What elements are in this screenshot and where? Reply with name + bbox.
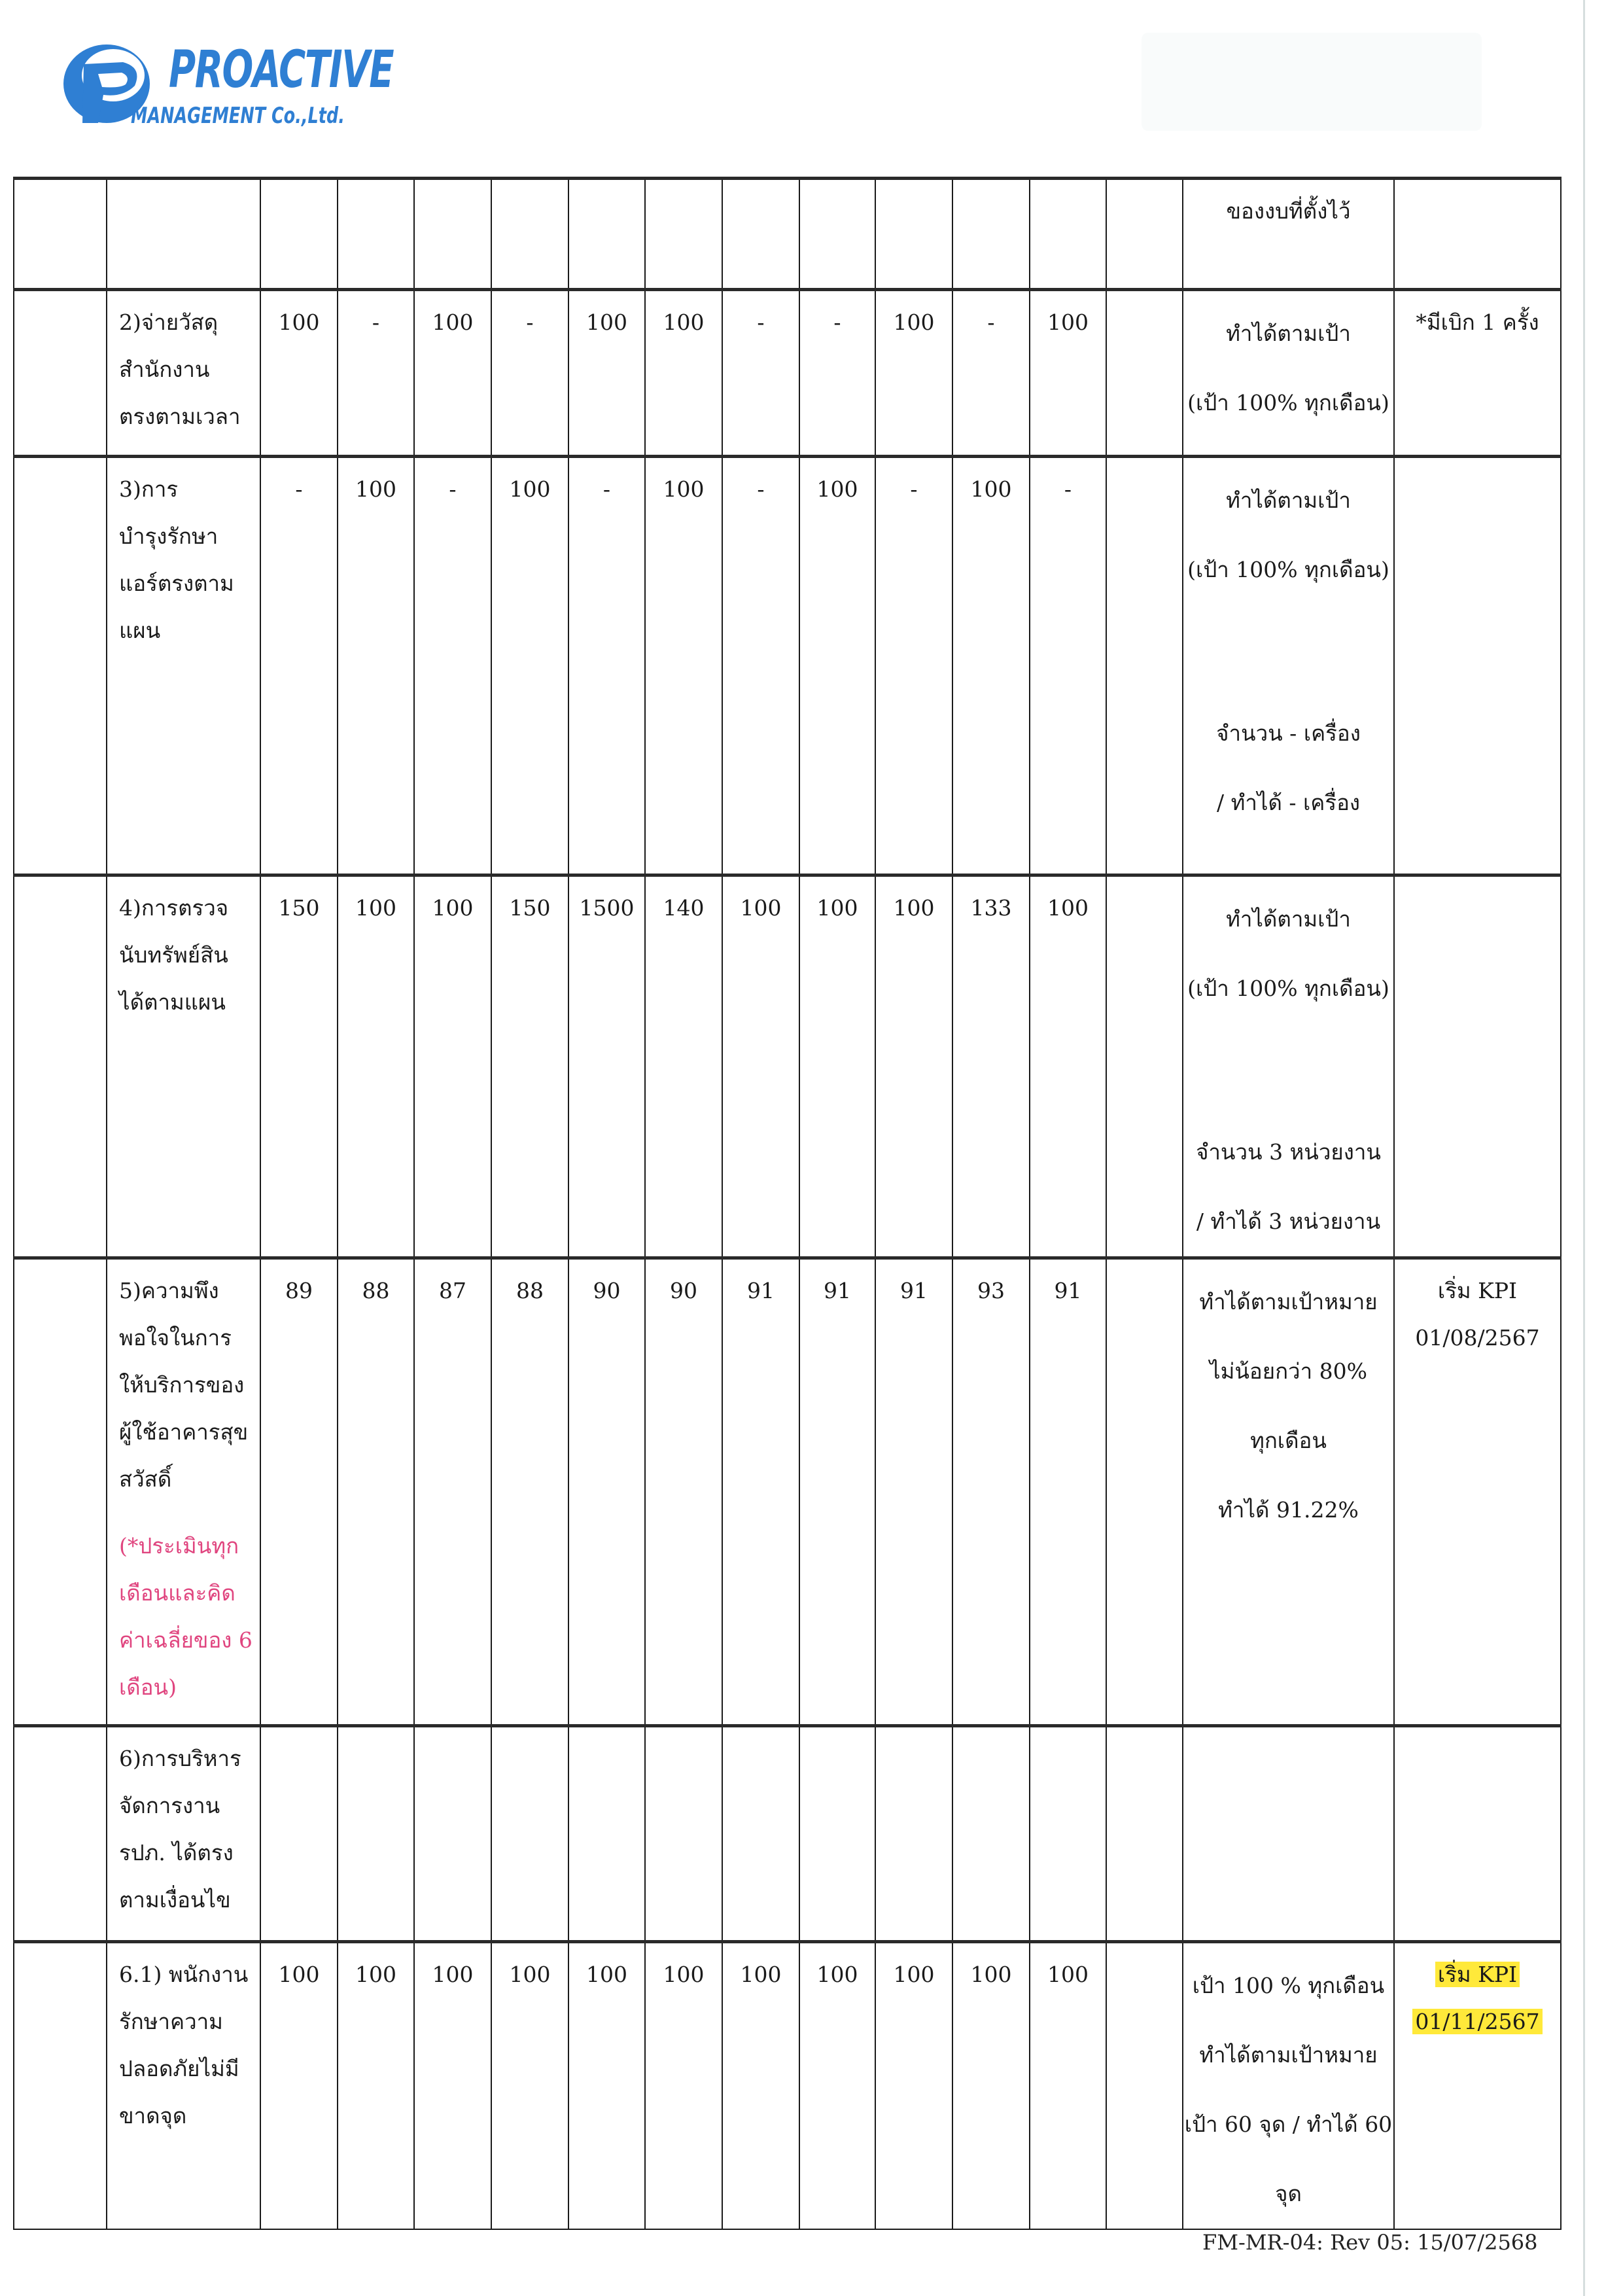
month-value-cell: -	[260, 457, 338, 875]
month-value-cell: 100	[952, 457, 1030, 875]
month-value-cell: 100	[875, 875, 952, 1258]
month-value-cell: 100	[568, 1942, 645, 2230]
month-value-cell	[722, 1726, 799, 1942]
remark-text: 01/08/2567	[1415, 1325, 1540, 1351]
month-value-cell: -	[722, 457, 799, 875]
kpi-description-line: ขาดจุด	[119, 2103, 187, 2128]
extra-cell	[1106, 290, 1183, 457]
kpi-description-line: 6.1) พนักงาน	[119, 1962, 249, 1987]
table-row	[14, 1258, 1561, 1726]
extra-cell	[1106, 1258, 1183, 1726]
remark-line	[1395, 1267, 1560, 1315]
kpi-description-line: ปลอดภัยไม่มี	[119, 2056, 239, 2081]
company-logo	[58, 31, 424, 130]
logo-subtitle: MANAGEMENT Co.,Ltd.	[131, 103, 345, 129]
result-cell	[1183, 1726, 1394, 1942]
month-value-cell: 90	[568, 1258, 645, 1726]
month-value-cell: 150	[260, 875, 338, 1258]
category-cell	[14, 457, 107, 875]
kpi-evaluation-note-line: เดือนและคิด	[119, 1580, 236, 1606]
month-value-cell: 87	[414, 1258, 491, 1726]
kpi-description-line: รปภ. ได้ตรง	[119, 1840, 234, 1865]
month-value-cell: 100	[414, 1942, 491, 2230]
result-count-line: / ทำได้ 3 หน่วยงาน	[1196, 1209, 1381, 1234]
kpi-description-cell	[107, 457, 260, 875]
logo-title: PROACTIVE	[169, 41, 394, 99]
month-value-cell	[491, 179, 568, 290]
month-value-cell	[799, 1726, 875, 1942]
kpi-description-line: สำนักงาน	[119, 357, 210, 382]
result-line: ทุกเดือน	[1250, 1428, 1327, 1453]
month-value-cell: 91	[875, 1258, 952, 1726]
month-value-cell: -	[414, 457, 491, 875]
kpi-description-line: นับทรัพย์สิน	[119, 942, 228, 968]
month-value-cell	[1030, 179, 1106, 290]
result-line: ทำได้ตามเป้าหมาย	[1199, 1289, 1378, 1315]
result-cell	[1183, 457, 1394, 875]
month-value-cell: 100	[414, 290, 491, 457]
month-value-cell: -	[722, 290, 799, 457]
month-value-cell	[645, 1726, 722, 1942]
month-value-cell: -	[799, 290, 875, 457]
month-value-cell	[260, 179, 338, 290]
month-value-cell: 100	[414, 875, 491, 1258]
remark-line	[1395, 1951, 1560, 1998]
note-cell	[1394, 179, 1561, 290]
month-value-cell	[722, 179, 799, 290]
month-value-cell: -	[875, 457, 952, 875]
kpi-description-line: 2)จ่ายวัสดุ	[119, 309, 218, 335]
month-value-cell: 100	[338, 1942, 414, 2230]
kpi-evaluation-note-line: ค่าเฉลี่ยของ 6	[119, 1627, 253, 1653]
result-line: (เป้า 100% ทุกเดือน)	[1187, 976, 1389, 1001]
result-line: (เป้า 100% ทุกเดือน)	[1187, 557, 1389, 582]
month-value-cell: 89	[260, 1258, 338, 1726]
extra-cell	[1106, 1942, 1183, 2230]
month-value-cell: 91	[722, 1258, 799, 1726]
kpi-description-line: ได้ตามแผน	[119, 989, 226, 1015]
month-value-cell	[875, 1726, 952, 1942]
month-value-cell: 100	[260, 1942, 338, 2230]
result-line: เป้า 100 % ทุกเดือน	[1192, 1973, 1385, 1998]
extra-cell	[1106, 457, 1183, 875]
month-value-cell: 100	[875, 290, 952, 457]
kpi-description-cell	[107, 1942, 260, 2230]
month-value-cell: -	[1030, 457, 1106, 875]
month-value-cell: 88	[491, 1258, 568, 1726]
kpi-description-line: 5)ความพึง	[119, 1278, 219, 1303]
remark-cell	[1394, 875, 1561, 1258]
kpi-description-line: พอใจในการ	[119, 1325, 232, 1351]
month-value-cell	[952, 179, 1030, 290]
kpi-description-line: ให้บริการของ	[119, 1372, 245, 1398]
result-count-line: จำนวน - เครื่อง	[1216, 720, 1361, 746]
month-value-cell: 100	[1030, 290, 1106, 457]
result-line: ไม่น้อยกว่า 80%	[1210, 1358, 1367, 1384]
result-cell	[1183, 1258, 1394, 1726]
remark-line	[1395, 1315, 1560, 1362]
highlighted-remark-text: 01/11/2567	[1412, 2009, 1542, 2034]
category-cell	[14, 875, 107, 1258]
month-value-cell: -	[338, 290, 414, 457]
result-line: ทำได้ตามเป้าหมาย	[1199, 2042, 1378, 2068]
kpi-description-line: ตรงตามเวลา	[119, 404, 241, 429]
kpi-description-line: 6)การบริหาร	[119, 1746, 241, 1771]
remark-cell	[1394, 1942, 1561, 2230]
kpi-description-cell	[107, 1726, 260, 1942]
kpi-evaluation-note-line: เดือน)	[119, 1674, 177, 1700]
table-row	[14, 457, 1561, 875]
kpi-description-line: สวัสดิ์	[119, 1466, 172, 1492]
month-value-cell	[799, 179, 875, 290]
remark-cell	[1394, 1258, 1561, 1726]
month-value-cell: 91	[799, 1258, 875, 1726]
result-line: เป้า 60 จุด / ทำได้ 60	[1184, 2111, 1393, 2137]
spacer	[119, 1503, 260, 1523]
kpi-description-cell	[107, 1258, 260, 1726]
form-code-footer: FM-MR-04: Rev 05: 15/07/2568	[1202, 2230, 1538, 2255]
faint-watermark-logo	[1142, 33, 1482, 131]
remark-cell	[1394, 1726, 1561, 1942]
month-value-cell	[414, 179, 491, 290]
month-value-cell: 100	[338, 875, 414, 1258]
month-value-cell	[260, 1726, 338, 1942]
month-value-cell: -	[568, 457, 645, 875]
month-value-cell: 100	[645, 1942, 722, 2230]
month-value-cell: 100	[491, 457, 568, 875]
month-value-cell	[568, 1726, 645, 1942]
month-value-cell: 100	[491, 1942, 568, 2230]
month-value-cell: 150	[491, 875, 568, 1258]
month-value-cell: 90	[645, 1258, 722, 1726]
kpi-description-line: แผน	[119, 618, 161, 643]
month-value-cell: 100	[645, 290, 722, 457]
kpi-description-line: ผู้ใช้อาคารสุข	[119, 1419, 249, 1445]
kpi-description-cell	[107, 290, 260, 457]
result-count-line: จำนวน 3 หน่วยงาน	[1196, 1139, 1381, 1165]
category-cell	[14, 1726, 107, 1942]
month-value-cell: 140	[645, 875, 722, 1258]
kpi-description-line: 4)การตรวจ	[119, 895, 229, 921]
month-value-cell	[645, 179, 722, 290]
kpi-table-body	[14, 179, 1561, 2230]
result-line: จุด	[1275, 2181, 1302, 2206]
result-line: ของงบที่ตั้งไว้	[1226, 198, 1351, 224]
result-cell	[1183, 875, 1394, 1258]
remark-cell	[1394, 457, 1561, 875]
category-cell	[14, 290, 107, 457]
category-cell	[14, 179, 107, 290]
month-value-cell: 100	[799, 1942, 875, 2230]
result-line: ทำได้ 91.22%	[1218, 1497, 1359, 1523]
month-value-cell: -	[952, 290, 1030, 457]
month-value-cell: 100	[722, 1942, 799, 2230]
page-edge	[1583, 0, 1585, 2296]
table-row	[14, 1942, 1561, 2230]
result-count-line: / ทำได้ - เครื่อง	[1216, 790, 1361, 815]
month-value-cell: 93	[952, 1258, 1030, 1726]
desc-cell	[107, 179, 260, 290]
category-cell	[14, 1258, 107, 1726]
month-value-cell	[875, 179, 952, 290]
spacer	[1183, 605, 1393, 699]
kpi-description-line: จัดการงาน	[119, 1793, 220, 1818]
month-value-cell	[1030, 1726, 1106, 1942]
extra-cell	[1106, 179, 1183, 290]
month-value-cell	[491, 1726, 568, 1942]
month-value-cell: 100	[952, 1942, 1030, 2230]
table-row	[14, 290, 1561, 457]
kpi-table	[13, 177, 1562, 2230]
month-value-cell: 100	[722, 875, 799, 1258]
result-cell	[1183, 179, 1394, 290]
month-value-cell: 133	[952, 875, 1030, 1258]
month-value-cell	[414, 1726, 491, 1942]
month-value-cell: 1500	[568, 875, 645, 1258]
remark-line	[1395, 299, 1560, 346]
month-value-cell	[952, 1726, 1030, 1942]
extra-cell	[1106, 1726, 1183, 1942]
result-line: ทำได้ตามเป้า	[1226, 906, 1351, 932]
month-value-cell: 100	[645, 457, 722, 875]
remark-text: เริ่ม KPI	[1437, 1278, 1518, 1303]
kpi-evaluation-note-line: (*ประเมินทุก	[119, 1533, 239, 1559]
highlighted-remark-text: เริ่ม KPI	[1435, 1962, 1520, 1987]
kpi-description-line: บำรุงรักษา	[119, 523, 218, 549]
table-row	[14, 1726, 1561, 1942]
month-value-cell: 100	[260, 290, 338, 457]
result-line: ทำได้ตามเป้า	[1226, 321, 1351, 346]
month-value-cell	[338, 1726, 414, 1942]
spacer	[1183, 1023, 1393, 1118]
month-value-cell: 100	[338, 457, 414, 875]
remark-text: *มีเบิก 1 ครั้ง	[1416, 309, 1539, 335]
result-cell	[1183, 290, 1394, 457]
result-line: (เป้า 100% ทุกเดือน)	[1187, 390, 1389, 415]
month-value-cell	[338, 179, 414, 290]
month-value-cell: 100	[875, 1942, 952, 2230]
result-cell	[1183, 1942, 1394, 2230]
extra-cell	[1106, 875, 1183, 1258]
result-line: ทำได้ตามเป้า	[1226, 487, 1351, 513]
remark-cell	[1394, 290, 1561, 457]
month-value-cell: 100	[1030, 1942, 1106, 2230]
remark-line	[1395, 1998, 1560, 2045]
kpi-description-line: ตามเงื่อนไข	[119, 1887, 231, 1913]
kpi-description-line: รักษาความ	[119, 2009, 223, 2034]
month-value-cell: 91	[1030, 1258, 1106, 1726]
kpi-description-cell	[107, 875, 260, 1258]
table-row	[14, 875, 1561, 1258]
category-cell	[14, 1942, 107, 2230]
month-value-cell: 100	[799, 875, 875, 1258]
kpi-description-line: แอร์ตรงตาม	[119, 571, 234, 596]
month-value-cell: 100	[799, 457, 875, 875]
table-row-continued	[14, 179, 1561, 290]
month-value-cell: 88	[338, 1258, 414, 1726]
month-value-cell	[568, 179, 645, 290]
month-value-cell: 100	[568, 290, 645, 457]
month-value-cell: -	[491, 290, 568, 457]
kpi-description-line: 3)การ	[119, 476, 179, 502]
month-value-cell: 100	[1030, 875, 1106, 1258]
